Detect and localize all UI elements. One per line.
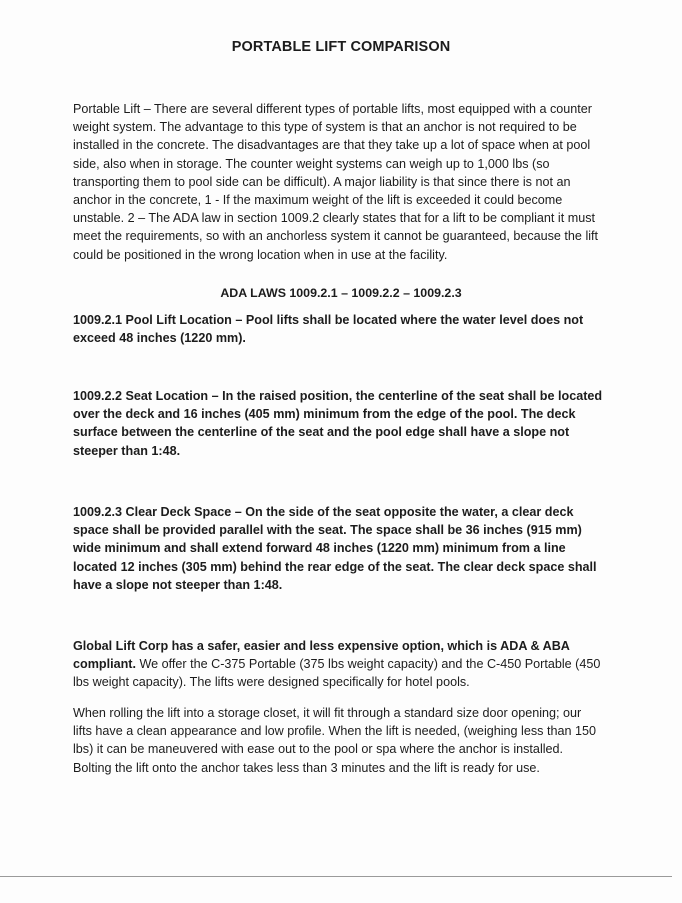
law-1009-2-1-paragraph: 1009.2.1 Pool Lift Location – Pool lifts shall be located where the water level does not exceed 48 inches (1220 mm).	[73, 313, 584, 346]
document-title: PORTABLE LIFT COMPARISON	[231, 39, 451, 55]
bottom-rule	[0, 876, 672, 877]
global-lift-paragraph	[73, 637, 603, 692]
law-1009-2-2-paragraph: 1009.2.2 Seat Location – In the raised position, the centerline of the seat shall be located over the deck and 16 inches (405 mm) minimum from the edge of the pool. The deck surface between the centerline of the seat and the pool edge shall have a slope not steeper than 1:48.	[73, 389, 603, 458]
closing-paragraph: When rolling the lift into a storage closet, it will fit through a standard size door opening; our lifts have a clean appearance and low profile. When the lift is needed, (weighing less than 150 lbs) it can be maneuvered with ease out to the pool or spa where the anchor is installed. Bolting the lift onto the anchor takes less than 3 minutes and the lift is ready for use.	[73, 706, 596, 775]
intro-paragraph: Portable Lift – There are several different types of portable lifts, most equipped with a counter weight system. The advantage to this type of system is that an anchor is not required to be installed in the concrete. The disadvantages are that they take up a lot of space when at pool side, also when in storage. The counter weight systems can weigh up to 1,000 lbs (so transporting them to pool side can be difficult). A major liability is that since there is not an anchor in the concrete, 1 - If the maximum weight of the lift is exceeded it could become unstable. 2 – The ADA law in section 1009.2 clearly states that for a lift to be compliant it must meet the requirements, so with an anchorless system it cannot be guaranteed, because the lift could be positioned in the wrong location when in use at the facility.	[73, 102, 599, 262]
law-1009-2-3-paragraph: 1009.2.3 Clear Deck Space – On the side of the seat opposite the water, a clear deck space shall be provided parallel with the seat. The space shall be 36 inches (915 mm) wide minimum and shall extend forward 48 inches (1220 mm) minimum from a line located 12 inches (305 mm) behind the rear edge of the seat. The clear deck space shall have a slope not steeper than 1:48.	[73, 505, 597, 592]
ada-laws-heading: ADA LAWS 1009.2.1 – 1009.2.2 – 1009.2.3	[220, 286, 462, 300]
global-lift-offer-text: We offer the C-375 Portable (375 lbs weight capacity) and the C-450 Portable (450 lbs weight capacity). The lifts were designed specifically for hotel pools.	[73, 657, 601, 690]
global-lift-bold-statement: Global Lift Corp has a safer, easier and less expensive option, which is ADA & ABA compliant.	[73, 639, 570, 672]
